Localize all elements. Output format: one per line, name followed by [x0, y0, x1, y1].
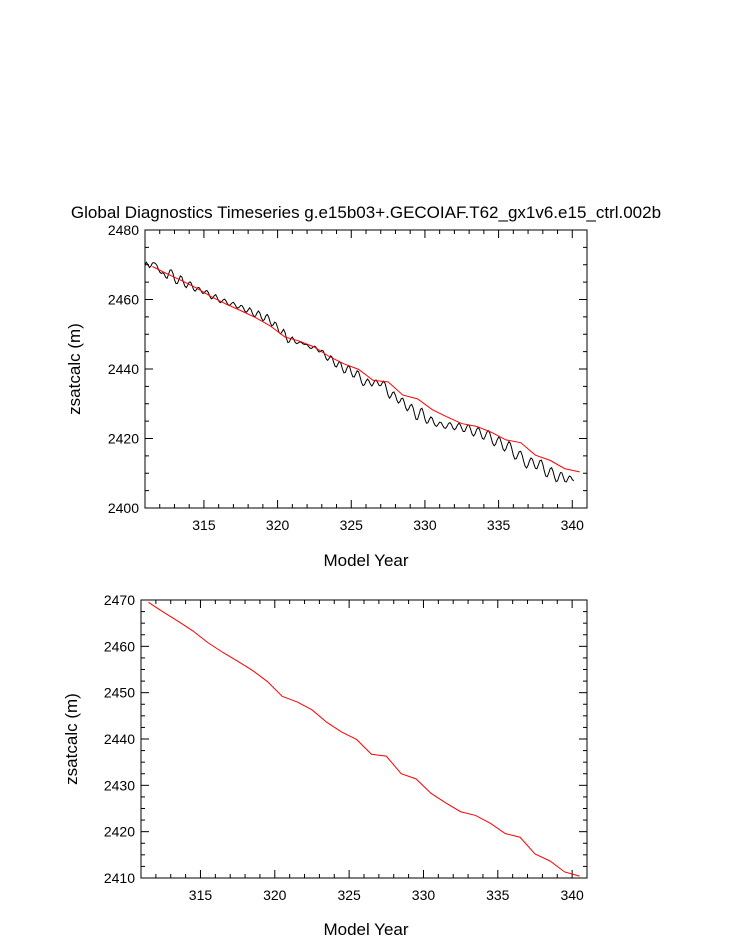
- bottom-y-tick-label: 2430: [103, 777, 135, 794]
- top-x-tick-label: 335: [486, 517, 511, 533]
- top-x-tick-label: 315: [192, 517, 216, 533]
- bottom-x-tick-label: 340: [560, 887, 584, 903]
- top-y-tick-label: 2420: [107, 430, 139, 447]
- top-x-tick-label: 320: [265, 517, 290, 533]
- bottom-y-tick-label: 2420: [103, 823, 135, 840]
- bottom-y-tick-label: 2410: [103, 870, 135, 886]
- top-y-tick-label: 2440: [107, 361, 139, 377]
- top-ylabel: zsatcalc (m): [65, 323, 84, 415]
- bottom-ylabel: zsatcalc (m): [62, 693, 81, 785]
- bottom-y-tick-label: 2460: [103, 638, 135, 655]
- top-xlabel: Model Year: [323, 551, 409, 570]
- top-x-tick-label: 330: [413, 517, 437, 533]
- top-plot-frame: [145, 230, 587, 508]
- top-panel: [65, 222, 587, 570]
- bottom-x-tick-label: 330: [411, 887, 436, 903]
- bottom-xlabel: Model Year: [323, 920, 409, 939]
- bottom-x-tick-label: 325: [337, 887, 361, 903]
- bottom-x-tick-label: 320: [263, 887, 287, 903]
- bottom-y-tick-label: 2470: [103, 592, 135, 608]
- top-y-tick-label: 2400: [107, 500, 139, 516]
- bottom-series-line-0: [148, 602, 579, 876]
- top-series-line-1: [152, 266, 579, 471]
- top-y-tick-label: 2480: [107, 222, 139, 238]
- top-y-tick-label: 2460: [107, 291, 139, 308]
- bottom-y-tick-label: 2440: [103, 731, 135, 747]
- bottom-plot-frame: [141, 600, 587, 878]
- chart-title: Global Diagnostics Timeseries g.e15b03+.GECOIAF.T62_gx1v6.e15_ctrl.002b: [70, 203, 662, 222]
- bottom-x-tick-label: 335: [486, 887, 510, 903]
- top-x-tick-label: 325: [339, 517, 363, 533]
- top-x-tick-label: 340: [560, 517, 584, 533]
- bottom-x-tick-label: 315: [188, 887, 213, 903]
- bottom-panel: [62, 592, 587, 939]
- bottom-y-tick-label: 2450: [103, 684, 135, 701]
